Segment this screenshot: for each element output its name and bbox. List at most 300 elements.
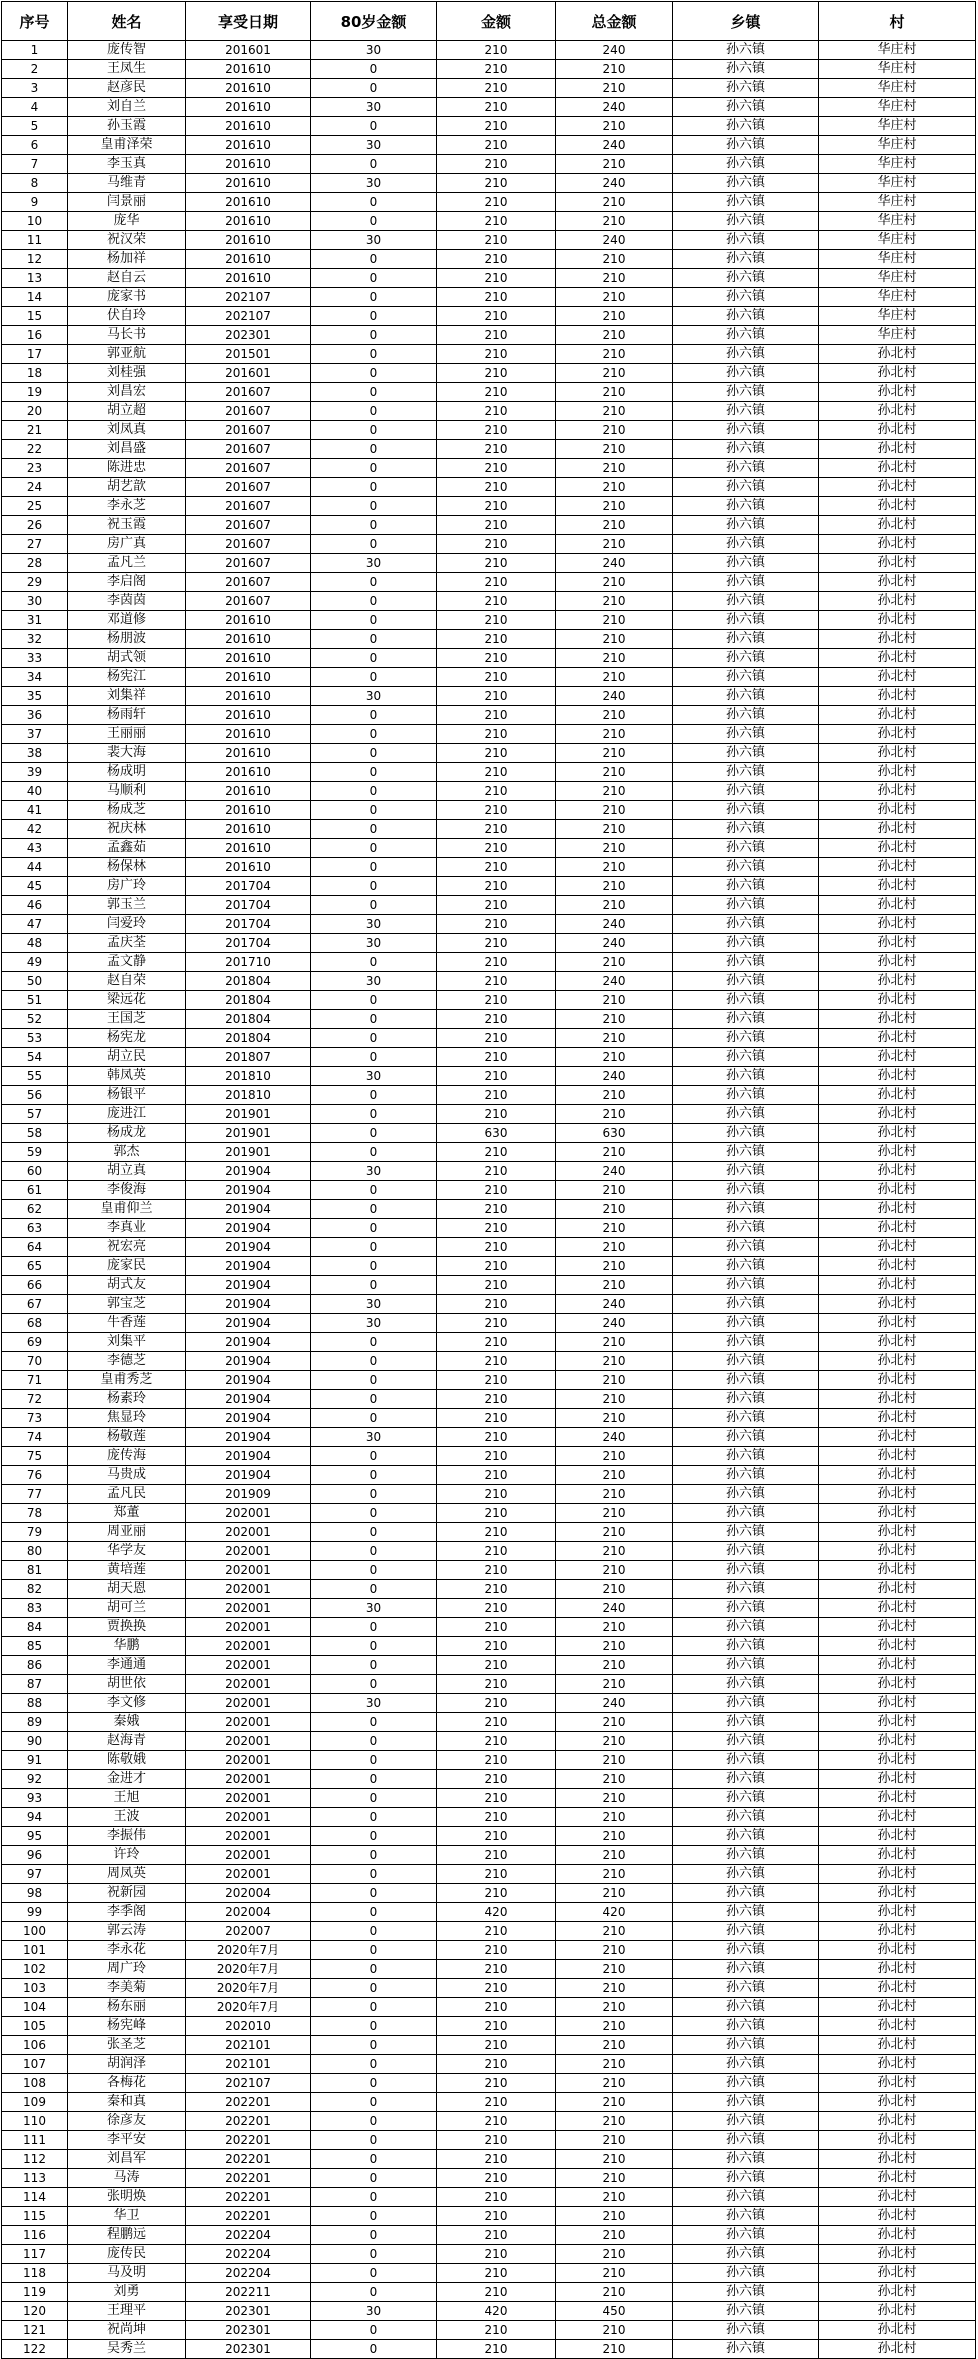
cell-total-amount: 210	[556, 1732, 673, 1751]
cell-village: 孙北村	[819, 554, 976, 573]
cell-amount: 210	[437, 1428, 556, 1447]
cell-start-date: 201610	[186, 79, 311, 98]
cell-age80-amount: 0	[311, 858, 437, 877]
cell-total-amount: 210	[556, 459, 673, 478]
cell-town: 孙六镇	[673, 269, 819, 288]
cell-age80-amount: 0	[311, 1200, 437, 1219]
cell-start-date: 202201	[186, 2112, 311, 2131]
cell-town: 孙六镇	[673, 1941, 819, 1960]
cell-name: 杨成龙	[68, 1124, 186, 1143]
cell-amount: 210	[437, 687, 556, 706]
cell-name: 孟文静	[68, 953, 186, 972]
cell-start-date: 201904	[186, 1295, 311, 1314]
table-row	[2, 516, 976, 535]
cell-town: 孙六镇	[673, 79, 819, 98]
cell-village: 孙北村	[819, 1371, 976, 1390]
cell-village: 孙北村	[819, 782, 976, 801]
cell-total-amount: 210	[556, 60, 673, 79]
table-row	[2, 1143, 976, 1162]
cell-age80-amount: 0	[311, 649, 437, 668]
cell-name: 祝新园	[68, 1884, 186, 1903]
table-row	[2, 687, 976, 706]
cell-name: 祝汉荣	[68, 231, 186, 250]
cell-seq: 103	[2, 1979, 68, 1998]
cell-town: 孙六镇	[673, 668, 819, 687]
cell-start-date: 201610	[186, 174, 311, 193]
cell-amount: 210	[437, 326, 556, 345]
cell-town: 孙六镇	[673, 1219, 819, 1238]
cell-village: 孙北村	[819, 421, 976, 440]
table-row	[2, 972, 976, 991]
cell-village: 孙北村	[819, 1029, 976, 1048]
cell-town: 孙六镇	[673, 1580, 819, 1599]
cell-village: 孙北村	[819, 1048, 976, 1067]
cell-town: 孙六镇	[673, 2017, 819, 2036]
table-row	[2, 1086, 976, 1105]
cell-seq: 20	[2, 402, 68, 421]
cell-amount: 210	[437, 554, 556, 573]
cell-village: 孙北村	[819, 1922, 976, 1941]
cell-name: 周凤英	[68, 1865, 186, 1884]
cell-village: 孙北村	[819, 2036, 976, 2055]
cell-total-amount: 210	[556, 2340, 673, 2359]
cell-seq: 26	[2, 516, 68, 535]
cell-name: 李俊海	[68, 1181, 186, 1200]
table-row	[2, 1105, 976, 1124]
cell-start-date: 201904	[186, 1181, 311, 1200]
cell-age80-amount: 0	[311, 2112, 437, 2131]
cell-start-date: 202001	[186, 1542, 311, 1561]
cell-start-date: 202201	[186, 2150, 311, 2169]
cell-village: 孙北村	[819, 1257, 976, 1276]
cell-town: 孙六镇	[673, 972, 819, 991]
cell-amount: 210	[437, 573, 556, 592]
cell-village: 华庄村	[819, 193, 976, 212]
cell-amount: 210	[437, 820, 556, 839]
cell-start-date: 202201	[186, 2131, 311, 2150]
cell-seq: 52	[2, 1010, 68, 1029]
cell-amount: 210	[437, 1998, 556, 2017]
cell-town: 孙六镇	[673, 858, 819, 877]
table-row	[2, 1846, 976, 1865]
cell-name: 马维青	[68, 174, 186, 193]
table-row	[2, 2302, 976, 2321]
cell-start-date: 201601	[186, 41, 311, 60]
cell-total-amount: 210	[556, 2017, 673, 2036]
cell-name: 马顺利	[68, 782, 186, 801]
cell-town: 孙六镇	[673, 2264, 819, 2283]
cell-total-amount: 240	[556, 554, 673, 573]
table-row	[2, 2340, 976, 2359]
cell-name: 皇甫秀芝	[68, 1371, 186, 1390]
table-row	[2, 98, 976, 117]
cell-village: 孙北村	[819, 2150, 976, 2169]
table-row	[2, 326, 976, 345]
cell-total-amount: 210	[556, 326, 673, 345]
cell-town: 孙六镇	[673, 801, 819, 820]
cell-amount: 210	[437, 155, 556, 174]
cell-age80-amount: 0	[311, 516, 437, 535]
table-row	[2, 364, 976, 383]
cell-town: 孙六镇	[673, 440, 819, 459]
cell-seq: 47	[2, 915, 68, 934]
cell-town: 孙六镇	[673, 2093, 819, 2112]
cell-town: 孙六镇	[673, 98, 819, 117]
cell-start-date: 201607	[186, 573, 311, 592]
cell-total-amount: 210	[556, 706, 673, 725]
cell-total-amount: 210	[556, 1485, 673, 1504]
cell-town: 孙六镇	[673, 953, 819, 972]
cell-amount: 210	[437, 991, 556, 1010]
cell-town: 孙六镇	[673, 592, 819, 611]
cell-village: 孙北村	[819, 687, 976, 706]
table-row	[2, 2150, 976, 2169]
table-row	[2, 782, 976, 801]
table-row	[2, 630, 976, 649]
cell-start-date: 201904	[186, 1276, 311, 1295]
cell-name: 张明焕	[68, 2188, 186, 2207]
cell-name: 李平安	[68, 2131, 186, 2150]
cell-seq: 86	[2, 1656, 68, 1675]
cell-town: 孙六镇	[673, 1865, 819, 1884]
cell-start-date: 202004	[186, 1903, 311, 1922]
cell-name: 李茵茵	[68, 592, 186, 611]
table-row	[2, 1048, 976, 1067]
cell-start-date: 201607	[186, 516, 311, 535]
cell-start-date: 202001	[186, 1827, 311, 1846]
cell-village: 孙北村	[819, 1162, 976, 1181]
cell-amount: 210	[437, 60, 556, 79]
cell-town: 孙六镇	[673, 1143, 819, 1162]
cell-age80-amount: 0	[311, 2093, 437, 2112]
table-row	[2, 1466, 976, 1485]
cell-amount: 210	[437, 1941, 556, 1960]
cell-village: 孙北村	[819, 440, 976, 459]
cell-village: 孙北村	[819, 1694, 976, 1713]
cell-seq: 15	[2, 307, 68, 326]
cell-town: 孙六镇	[673, 2302, 819, 2321]
cell-total-amount: 210	[556, 1827, 673, 1846]
table-row	[2, 1238, 976, 1257]
cell-name: 杨宪峰	[68, 2017, 186, 2036]
cell-town: 孙六镇	[673, 1523, 819, 1542]
cell-age80-amount: 0	[311, 1922, 437, 1941]
cell-village: 孙北村	[819, 611, 976, 630]
cell-age80-amount: 0	[311, 1789, 437, 1808]
cell-name: 梁远花	[68, 991, 186, 1010]
cell-total-amount: 210	[556, 1713, 673, 1732]
cell-amount: 210	[437, 1580, 556, 1599]
cell-total-amount: 210	[556, 1257, 673, 1276]
cell-village: 华庄村	[819, 288, 976, 307]
cell-town: 孙六镇	[673, 1409, 819, 1428]
cell-seq: 106	[2, 2036, 68, 2055]
table-row	[2, 1181, 976, 1200]
cell-seq: 79	[2, 1523, 68, 1542]
cell-town: 孙六镇	[673, 1542, 819, 1561]
cell-village: 孙北村	[819, 1143, 976, 1162]
cell-village: 孙北村	[819, 934, 976, 953]
table-row	[2, 2283, 976, 2302]
cell-name: 庞传智	[68, 41, 186, 60]
cell-total-amount: 210	[556, 516, 673, 535]
cell-age80-amount: 0	[311, 1561, 437, 1580]
cell-total-amount: 210	[556, 79, 673, 98]
cell-town: 孙六镇	[673, 706, 819, 725]
cell-amount: 210	[437, 896, 556, 915]
cell-start-date: 201704	[186, 915, 311, 934]
cell-seq: 80	[2, 1542, 68, 1561]
cell-age80-amount: 0	[311, 896, 437, 915]
cell-total-amount: 210	[556, 1029, 673, 1048]
cell-age80-amount: 0	[311, 1903, 437, 1922]
cell-village: 孙北村	[819, 573, 976, 592]
table-row	[2, 649, 976, 668]
cell-age80-amount: 0	[311, 269, 437, 288]
cell-amount: 210	[437, 706, 556, 725]
cell-start-date: 201904	[186, 1371, 311, 1390]
cell-village: 孙北村	[819, 877, 976, 896]
cell-amount: 420	[437, 1903, 556, 1922]
cell-total-amount: 210	[556, 2283, 673, 2302]
cell-start-date: 201704	[186, 934, 311, 953]
cell-start-date: 201904	[186, 1428, 311, 1447]
cell-start-date: 202001	[186, 1732, 311, 1751]
cell-amount: 210	[437, 1808, 556, 1827]
cell-amount: 210	[437, 1333, 556, 1352]
cell-start-date: 202001	[186, 1523, 311, 1542]
cell-seq: 61	[2, 1181, 68, 1200]
cell-amount: 210	[437, 763, 556, 782]
cell-age80-amount: 0	[311, 2036, 437, 2055]
cell-village: 孙北村	[819, 1580, 976, 1599]
table-row	[2, 1998, 976, 2017]
cell-village: 孙北村	[819, 383, 976, 402]
cell-amount: 210	[437, 1048, 556, 1067]
cell-seq: 65	[2, 1257, 68, 1276]
cell-village: 孙北村	[819, 497, 976, 516]
cell-name: 李美菊	[68, 1979, 186, 1998]
cell-total-amount: 210	[556, 2131, 673, 2150]
cell-total-amount: 210	[556, 1086, 673, 1105]
cell-seq: 116	[2, 2226, 68, 2245]
cell-seq: 53	[2, 1029, 68, 1048]
cell-village: 孙北村	[819, 991, 976, 1010]
cell-age80-amount: 0	[311, 1143, 437, 1162]
cell-village: 孙北村	[819, 1523, 976, 1542]
table-row	[2, 1656, 976, 1675]
cell-total-amount: 210	[556, 2188, 673, 2207]
cell-amount: 210	[437, 972, 556, 991]
cell-total-amount: 210	[556, 896, 673, 915]
cell-total-amount: 630	[556, 1124, 673, 1143]
cell-amount: 210	[437, 668, 556, 687]
cell-town: 孙六镇	[673, 1599, 819, 1618]
cell-age80-amount: 0	[311, 1637, 437, 1656]
cell-age80-amount: 0	[311, 345, 437, 364]
cell-village: 孙北村	[819, 649, 976, 668]
cell-amount: 210	[437, 1485, 556, 1504]
cell-total-amount: 210	[556, 1561, 673, 1580]
cell-start-date: 201607	[186, 440, 311, 459]
cell-name: 郑董	[68, 1504, 186, 1523]
cell-total-amount: 240	[556, 98, 673, 117]
cell-seq: 69	[2, 1333, 68, 1352]
cell-name: 邓道修	[68, 611, 186, 630]
cell-town: 孙六镇	[673, 2207, 819, 2226]
cell-town: 孙六镇	[673, 1903, 819, 1922]
cell-start-date: 2020年7月	[186, 1998, 311, 2017]
cell-seq: 98	[2, 1884, 68, 1903]
cell-village: 华庄村	[819, 117, 976, 136]
cell-total-amount: 210	[556, 1751, 673, 1770]
table-row	[2, 2036, 976, 2055]
cell-seq: 45	[2, 877, 68, 896]
cell-age80-amount: 0	[311, 611, 437, 630]
cell-name: 郭玉兰	[68, 896, 186, 915]
cell-town: 孙六镇	[673, 231, 819, 250]
cell-town: 孙六镇	[673, 1960, 819, 1979]
cell-town: 孙六镇	[673, 1352, 819, 1371]
cell-village: 华庄村	[819, 326, 976, 345]
cell-amount: 210	[437, 858, 556, 877]
cell-village: 孙北村	[819, 2302, 976, 2321]
cell-village: 华庄村	[819, 41, 976, 60]
cell-seq: 13	[2, 269, 68, 288]
cell-seq: 93	[2, 1789, 68, 1808]
table-row	[2, 801, 976, 820]
table-row	[2, 79, 976, 98]
cell-total-amount: 240	[556, 1599, 673, 1618]
cell-town: 孙六镇	[673, 763, 819, 782]
cell-seq: 83	[2, 1599, 68, 1618]
cell-total-amount: 210	[556, 2036, 673, 2055]
cell-village: 孙北村	[819, 459, 976, 478]
cell-age80-amount: 0	[311, 2169, 437, 2188]
cell-name: 杨东丽	[68, 1998, 186, 2017]
cell-amount: 210	[437, 1561, 556, 1580]
cell-age80-amount: 0	[311, 1808, 437, 1827]
cell-seq: 30	[2, 592, 68, 611]
cell-seq: 70	[2, 1352, 68, 1371]
cell-name: 赵海青	[68, 1732, 186, 1751]
cell-town: 孙六镇	[673, 383, 819, 402]
cell-total-amount: 210	[556, 1238, 673, 1257]
table-row	[2, 1333, 976, 1352]
cell-town: 孙六镇	[673, 573, 819, 592]
cell-age80-amount: 0	[311, 212, 437, 231]
table-row	[2, 1428, 976, 1447]
cell-amount: 210	[437, 801, 556, 820]
cell-seq: 81	[2, 1561, 68, 1580]
cell-town: 孙六镇	[673, 915, 819, 934]
cell-village: 孙北村	[819, 2188, 976, 2207]
cell-total-amount: 210	[556, 782, 673, 801]
cell-start-date: 202001	[186, 1846, 311, 1865]
cell-amount: 210	[437, 79, 556, 98]
cell-seq: 121	[2, 2321, 68, 2340]
cell-total-amount: 210	[556, 744, 673, 763]
cell-age80-amount: 0	[311, 725, 437, 744]
cell-town: 孙六镇	[673, 1295, 819, 1314]
cell-town: 孙六镇	[673, 1238, 819, 1257]
cell-name: 胡立超	[68, 402, 186, 421]
cell-age80-amount: 0	[311, 573, 437, 592]
cell-total-amount: 210	[556, 2150, 673, 2169]
cell-total-amount: 210	[556, 155, 673, 174]
cell-start-date: 201901	[186, 1143, 311, 1162]
cell-town: 孙六镇	[673, 1504, 819, 1523]
cell-total-amount: 210	[556, 1276, 673, 1295]
cell-name: 胡可兰	[68, 1599, 186, 1618]
cell-age80-amount: 0	[311, 2131, 437, 2150]
cell-age80-amount: 0	[311, 877, 437, 896]
cell-seq: 11	[2, 231, 68, 250]
cell-age80-amount: 0	[311, 820, 437, 839]
table-row	[2, 1447, 976, 1466]
cell-amount: 210	[437, 2036, 556, 2055]
cell-total-amount: 210	[556, 573, 673, 592]
cell-name: 杨素玲	[68, 1390, 186, 1409]
cell-age80-amount: 30	[311, 1694, 437, 1713]
cell-village: 孙北村	[819, 592, 976, 611]
cell-amount: 210	[437, 1637, 556, 1656]
cell-total-amount: 210	[556, 592, 673, 611]
cell-town: 孙六镇	[673, 288, 819, 307]
cell-town: 孙六镇	[673, 782, 819, 801]
header-amount: 金额	[437, 2, 556, 41]
cell-village: 华庄村	[819, 250, 976, 269]
cell-amount: 210	[437, 2169, 556, 2188]
cell-name: 庞家书	[68, 288, 186, 307]
cell-start-date: 201704	[186, 896, 311, 915]
cell-start-date: 201901	[186, 1124, 311, 1143]
cell-age80-amount: 0	[311, 1732, 437, 1751]
cell-amount: 210	[437, 2245, 556, 2264]
table-row	[2, 1599, 976, 1618]
cell-town: 孙六镇	[673, 1732, 819, 1751]
cell-village: 孙北村	[819, 858, 976, 877]
cell-total-amount: 210	[556, 250, 673, 269]
table-row	[2, 763, 976, 782]
cell-village: 孙北村	[819, 1124, 976, 1143]
table-row	[2, 1637, 976, 1656]
cell-name: 刘集祥	[68, 687, 186, 706]
table-row	[2, 2093, 976, 2112]
cell-amount: 210	[437, 1675, 556, 1694]
cell-total-amount: 210	[556, 1846, 673, 1865]
cell-age80-amount: 0	[311, 839, 437, 858]
cell-town: 孙六镇	[673, 1314, 819, 1333]
cell-age80-amount: 0	[311, 1010, 437, 1029]
table-row	[2, 1200, 976, 1219]
cell-seq: 76	[2, 1466, 68, 1485]
cell-start-date: 201607	[186, 535, 311, 554]
cell-name: 刘昌盛	[68, 440, 186, 459]
cell-total-amount: 210	[556, 307, 673, 326]
cell-village: 孙北村	[819, 1314, 976, 1333]
cell-start-date: 2020年7月	[186, 1960, 311, 1979]
cell-town: 孙六镇	[673, 497, 819, 516]
cell-town: 孙六镇	[673, 364, 819, 383]
cell-start-date: 201607	[186, 592, 311, 611]
cell-total-amount: 210	[556, 1637, 673, 1656]
cell-total-amount: 210	[556, 1105, 673, 1124]
cell-total-amount: 240	[556, 1162, 673, 1181]
cell-start-date: 201610	[186, 763, 311, 782]
cell-name: 刘凤真	[68, 421, 186, 440]
cell-village: 孙北村	[819, 1808, 976, 1827]
